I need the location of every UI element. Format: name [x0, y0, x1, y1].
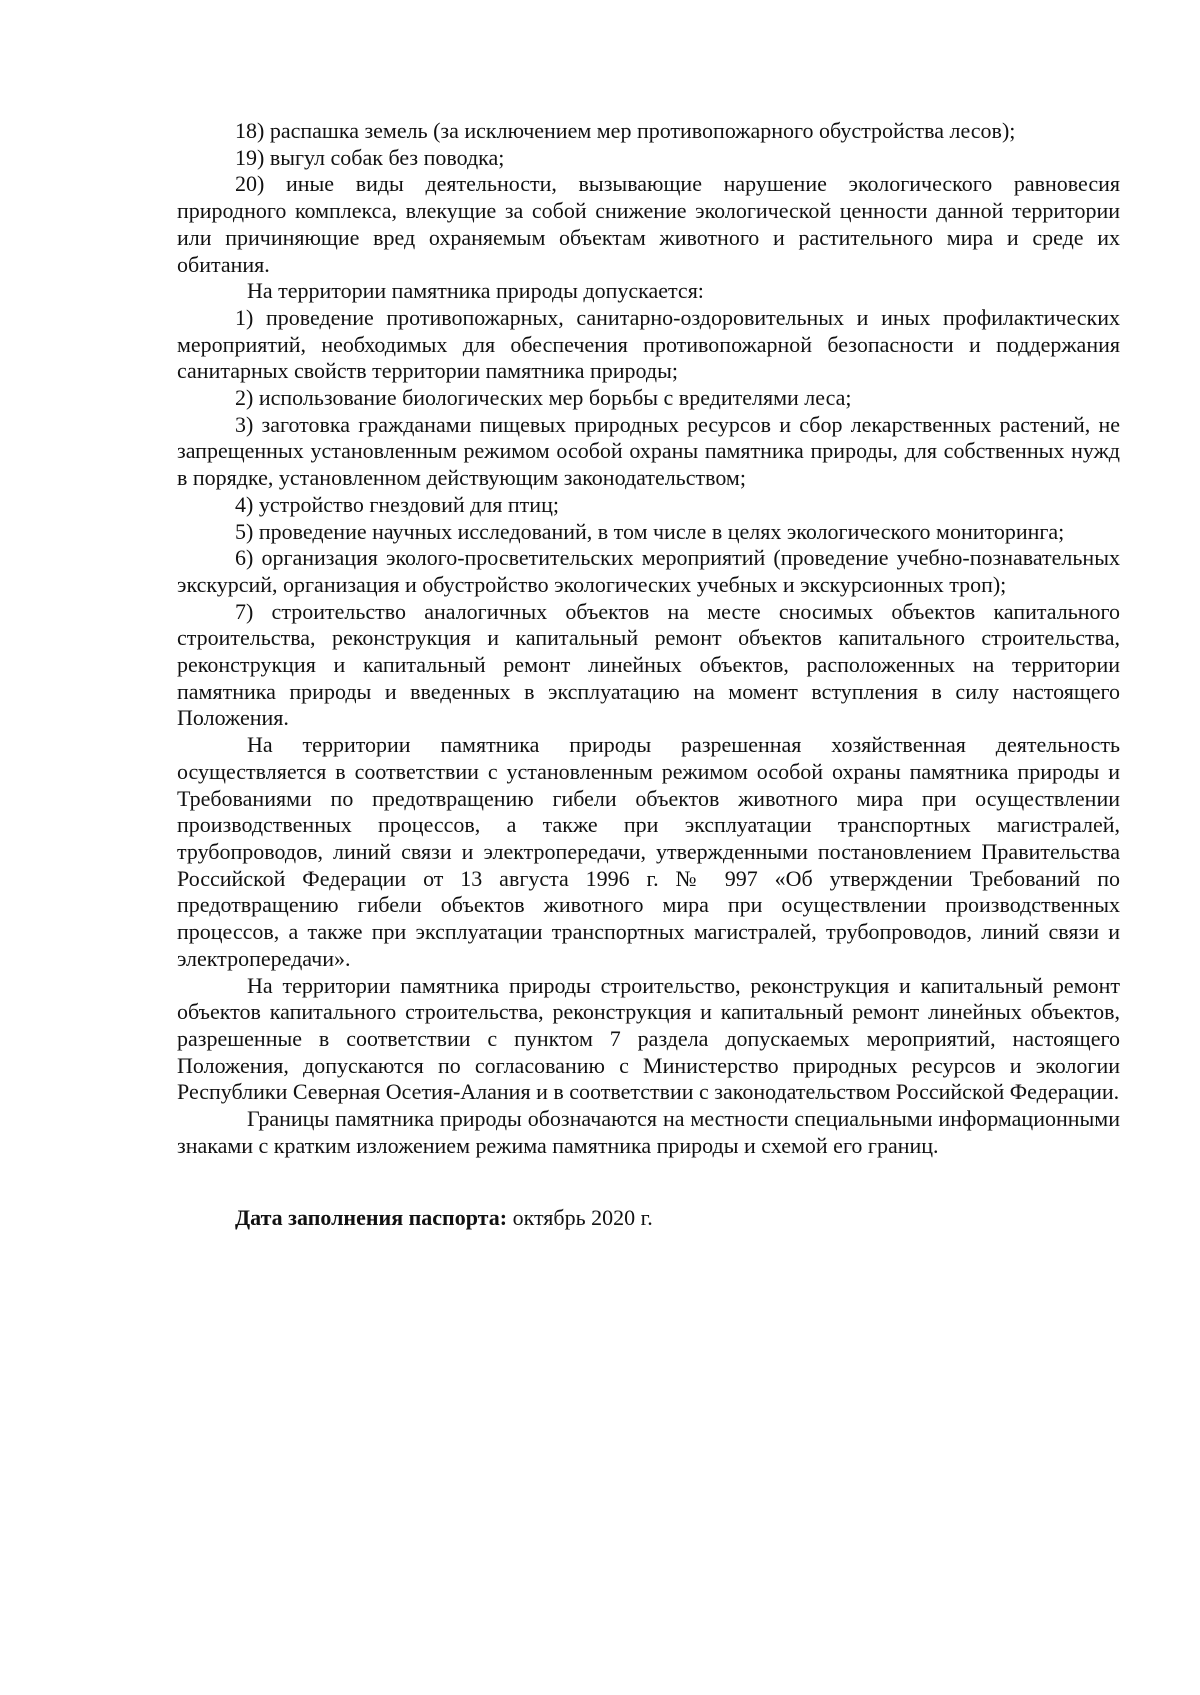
fill-date-value: октябрь 2020 г. — [507, 1205, 653, 1231]
paragraph-item-19: 19) выгул собак без поводка; — [235, 144, 505, 170]
paragraph-allowed-6: 6) организация эколого-просветительских мероприятий (проведение учебно-познавательных экскурсий, организация и обустройство экологических учебных и экскурсионных троп); — [177, 545, 1120, 597]
paragraph-allowed-3: 3) заготовка гражданами пищевых природных ресурсов и сбор лекарственных растений, не запрещенных установленным режимом особой охраны памятника природы, для собственных нужд в порядке, установленном действующим законодательством; — [177, 411, 1120, 491]
paragraph-construction: На территории памятника природы строительство, реконструкция и капитальный ремонт объектов капитального строительства, реконструкция и капитальный ремонт линейных объектов, разрешенные в соответствии с пунктом 7 раздела допускаемых мероприятий, настоящего Положения, допускаются по согласованию с Министерство природных ресурсов и экологии Республики Северная Осетия-Алания и в соответствии с законодательством Российской Федерации. — [177, 972, 1120, 1105]
section-spacer — [177, 1159, 1120, 1205]
paragraph-allowed-heading: На территории памятника природы допускается: — [247, 278, 704, 304]
paragraph-item-20: 20) иные виды деятельности, вызывающие нарушение экологического равновесия природного комплекса, влекущие за собой снижение экологической ценности данной территории или причиняющие вред охраняемым объектам животного и растительного мира и среде их обитания. — [177, 171, 1120, 277]
fill-date-line — [177, 1205, 1120, 1232]
paragraph-allowed-2: 2) использование биологических мер борьбы с вредителями леса; — [235, 385, 852, 411]
paragraph-allowed-5: 5) проведение научных исследований, в том числе в целях экологического мониторинга; — [235, 518, 1065, 544]
document-body — [177, 118, 1120, 1232]
paragraph-allowed-1: 1) проведение противопожарных, санитарно-оздоровительных и иных профилактических мероприятий, необходимых для обеспечения противопожарной безопасности и поддержания санитарных свойств территории памятника природы; — [177, 304, 1120, 384]
paragraph-economic-activity: На территории памятника природы разрешенная хозяйственная деятельность осуществляется в соответствии с установленным режимом особой охраны памятника природы и Требованиями по предотвращению гибели объектов животного мира при осуществлении производственных процессов, а также при эксплуатации транспортных магистралей, трубопроводов, линий связи и электропередачи, утвержденными постановлением Правительства Российской Федерации от 13 августа 1996 г. № 997 «Об утверждении Требований по предотвращению гибели объектов животного мира при осуществлении производственных процессов, а также при эксплуатации транспортных магистралей, трубопроводов, линий связи и электропередачи». — [177, 732, 1120, 971]
paragraph-item-18: 18) распашка земель (за исключением мер противопожарного обустройства лесов); — [235, 118, 1016, 143]
paragraph-allowed-7: 7) строительство аналогичных объектов на месте сносимых объектов капитального строительства, реконструкция и капитальный ремонт объектов капитального строительства, реконструкция и капитальный ремонт линейных объектов, расположенных на территории памятника природы и введенных в эксплуатацию на момент вступления в силу настоящего Положения. — [177, 598, 1120, 731]
fill-date-label: Дата заполнения паспорта: — [235, 1205, 508, 1231]
paragraph-allowed-4: 4) устройство гнездовий для птиц; — [235, 491, 559, 517]
paragraph-boundaries: Границы памятника природы обозначаются на местности специальными информационными знаками с кратким изложением режима памятника природы и схемой его границ. — [177, 1106, 1120, 1158]
